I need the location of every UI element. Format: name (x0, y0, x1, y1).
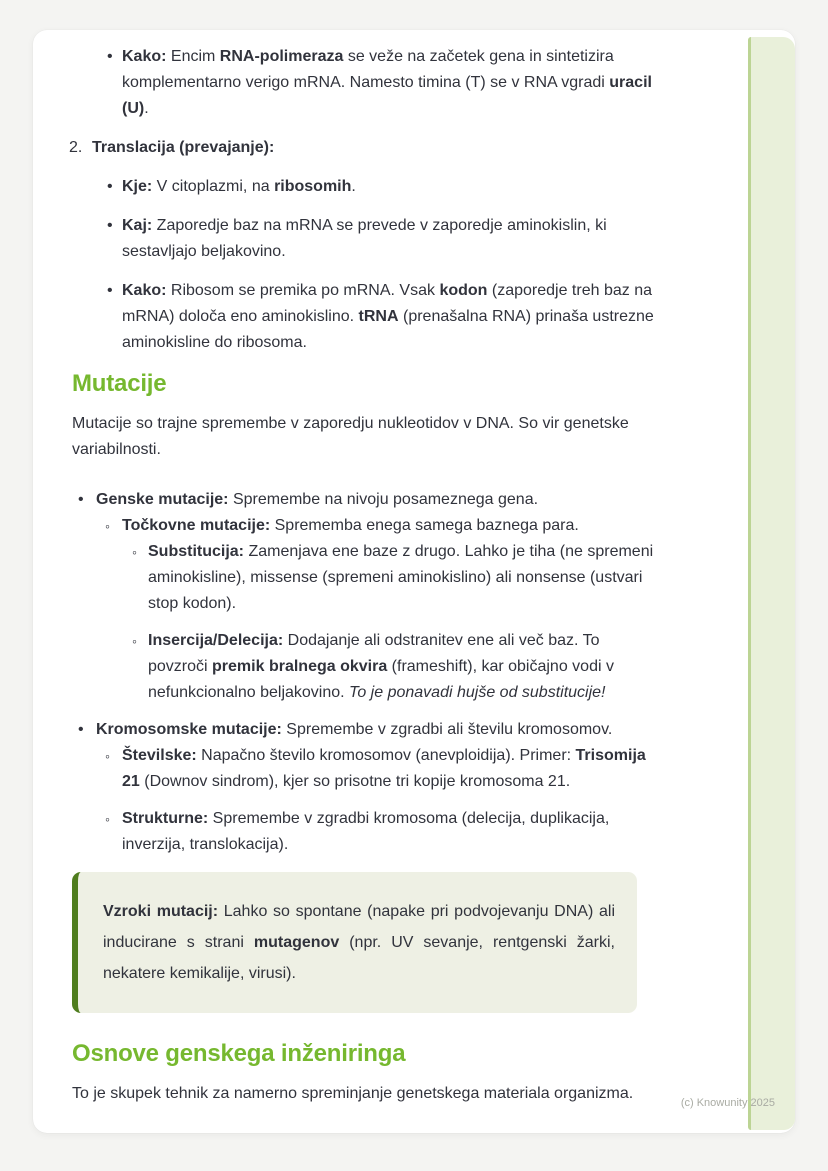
text-run: Dodajanje ali odstranitev ene ali več baz. To povzroči (148, 632, 600, 675)
section-heading: Osnove genskega inženiringa (72, 1040, 406, 1067)
text-run: Spremembe v zgradbi ali številu kromosomov. (281, 721, 613, 738)
text-run: Strukturne: (122, 810, 209, 827)
text-run: Kako: (122, 48, 167, 65)
circle-bullet-icon: ◦ (105, 811, 110, 827)
text-run: To je skupek tehnik za namerno spreminjanje genetskega materiala organizma. (72, 1085, 634, 1102)
list-item (69, 135, 720, 161)
circle-bullet-icon: ◦ (132, 633, 137, 649)
text-run: kodon (439, 282, 488, 299)
text-run: Spremembe v zgradbi kromosoma (delecija, duplikacija, inverzija, translokacija). (122, 810, 610, 853)
text-run: Mutacije so trajne spremembe v zaporedju nukleotidov v DNA. So vir genetske variabilnosti. (72, 415, 629, 458)
text-run: (frameshift), kar običajno vodi v nefunkcionalno beljakovino. (148, 658, 614, 701)
footer-copyright: (c) Knowunity 2025 (680, 1097, 775, 1109)
list-item-text (122, 743, 654, 795)
list-item (72, 487, 720, 513)
text-run: tRNA (358, 308, 399, 325)
text-run: mutagenov (253, 934, 340, 951)
list-item-text (96, 717, 612, 743)
text-run: Zaporedje baz na mRNA se prevede v zaporedje aminokislin, ki sestavljajo beljakovino. (122, 217, 607, 260)
bullet-icon: • (107, 282, 113, 299)
bullet-icon: • (107, 178, 113, 195)
list-item-text (122, 806, 654, 858)
text-run: Genske mutacije: (96, 491, 229, 508)
text-run: . (144, 100, 149, 117)
text-run: Zamenjava ene baze z drugo. Lahko je tiha (ne spremeni aminokisline), missense (spremeni aminokislino) ali nonsense (ustvari stop kodon). (148, 543, 654, 612)
accent-strip (748, 37, 795, 1130)
text-run: Insercija/Delecija: (148, 632, 284, 649)
text-run: Številske: (122, 747, 197, 764)
text-run: V citoplazmi, na (152, 178, 275, 195)
bullet-icon: • (107, 48, 113, 65)
text-run: Ribosom se premika po mRNA. Vsak (166, 282, 440, 299)
list-item (72, 717, 720, 743)
bullet-icon: • (107, 217, 113, 234)
circle-bullet-icon: ◦ (105, 748, 110, 764)
callout-box (72, 872, 637, 1013)
text-run: (zaporedje treh baz na mRNA) določa eno aminokislino. (122, 282, 652, 325)
text-run: Spremembe na nivoju posameznega gena. (228, 491, 539, 508)
text-run: Encim (166, 48, 220, 65)
list-number: 2. (69, 139, 83, 156)
text-run: Kako: (122, 282, 167, 299)
document-card (33, 30, 795, 1133)
circle-bullet-icon: ◦ (132, 544, 137, 560)
text-run: ribosomih (274, 178, 352, 195)
list-item (72, 539, 720, 617)
text-run: uracil (U) (122, 74, 652, 117)
text-run: Lahko so spontane (napake pri podvojevanju DNA) ali inducirane s strani (103, 903, 615, 951)
section-heading: Mutacije (72, 370, 167, 397)
text-run: premik bralnega okvira (212, 658, 388, 675)
text-run: Vzroki mutacij: (103, 903, 219, 920)
text-run: se veže na začetek gena in sintetizira komplementarno verigo mRNA. Namesto timina (T) se v RNA vgradi (122, 48, 614, 91)
text-run: To je ponavadi hujše od substitucije! (349, 684, 606, 701)
text-run: Napačno število kromosomov (anevploidija). Primer: (196, 747, 576, 764)
text-run: Kaj: (122, 217, 153, 234)
circle-bullet-icon: ◦ (105, 518, 110, 534)
list-item-text (122, 44, 654, 122)
list-item-text (148, 539, 655, 617)
list-item-text (96, 487, 538, 513)
list-item (72, 174, 720, 200)
paragraph (72, 411, 664, 463)
text-run: RNA-polimeraza (219, 48, 344, 65)
bullet-icon: • (78, 721, 84, 738)
text-run: Kromosomske mutacije: (96, 721, 282, 738)
document-blocks (69, 44, 720, 1131)
list-item-text (122, 213, 654, 265)
list-item (72, 806, 720, 858)
text-run: . (351, 178, 356, 195)
list-item (72, 628, 720, 706)
text-run: (npr. UV sevanje, rentgenski žarki, nekatere kemikalije, virusi). (103, 934, 615, 982)
list-item-text (122, 513, 579, 539)
list-item-text (122, 174, 356, 200)
list-item (72, 513, 720, 539)
text-run: Substitucija: (148, 543, 245, 560)
list-item (72, 278, 720, 356)
text-run: Sprememba enega samega baznega para. (270, 517, 579, 534)
list-item-text (148, 628, 655, 706)
list-item-text (122, 278, 654, 356)
text-run: Trisomija 21 (122, 747, 646, 790)
text-run: Kje: (122, 178, 153, 195)
text-run: Točkovne mutacije: (122, 517, 271, 534)
list-item-text (92, 135, 274, 161)
list-item (72, 213, 720, 265)
text-run: (prenašalna RNA) prinaša ustrezne aminokisline do ribosoma. (122, 308, 654, 351)
text-run: Translacija (prevajanje): (92, 139, 275, 156)
bullet-icon: • (78, 491, 84, 508)
list-item (72, 743, 720, 795)
text-run: (Downov sindrom), kjer so prisotne tri kopije kromosoma 21. (139, 773, 571, 790)
list-item (72, 44, 720, 122)
paragraph (72, 1081, 664, 1107)
